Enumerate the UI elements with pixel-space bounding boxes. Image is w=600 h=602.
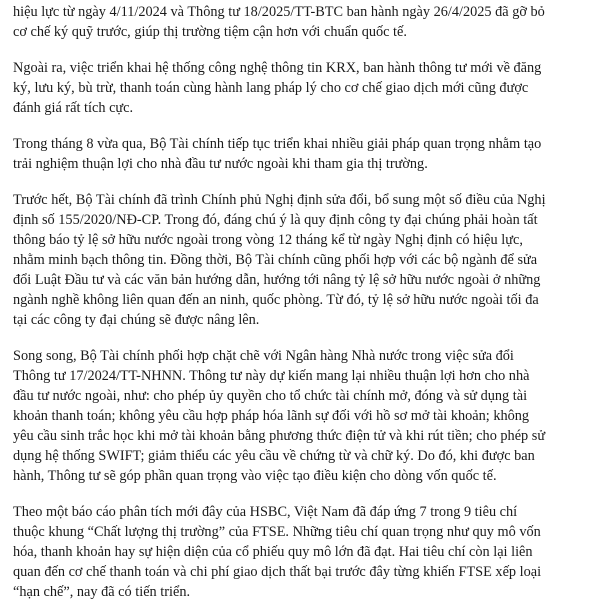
text-line: Thông tư 17/2024/TT-NHNN. Thông tư này dự kiến mang lại nhiều thuận lợi hơn cho nhà [13,368,530,384]
text-line: dụng hệ thống SWIFT; giảm thiểu các yêu cầu về chứng từ và chữ ký. Do đó, khi được ban [13,448,535,464]
text-line: Trong tháng 8 vừa qua, Bộ Tài chính tiếp tục triển khai nhiều giải pháp quan trọng nhằm tạo [13,136,542,152]
text-line: ký, lưu ký, bù trừ, thanh toán cùng hành lang pháp lý cho cơ chế giao dịch mới cũng được [13,80,529,96]
text-line: hóa, thanh khoản hay sự hiện diện của cổ phiếu quy mô lớn đã đạt. Hai tiêu chí còn lại liên [13,544,533,560]
text-line: Song song, Bộ Tài chính phối hợp chặt chẽ với Ngân hàng Nhà nước trong việc sửa đổi [13,348,514,364]
text-line: yêu cầu sinh trắc học khi mở tài khoản bằng phương thức điện tử và khi rút tiền; cho phép sử [13,428,546,444]
text-line: nhằm minh bạch thông tin. Đồng thời, Bộ Tài chính cũng phối hợp với các bộ ngành để sửa [13,252,538,268]
text-line: ngành nghề không liên quan đến an ninh, quốc phòng. Từ đó, tỷ lệ sở hữu nước ngoài tối đa [13,292,539,308]
text-line: quan đến cơ chế thanh toán và chi phí giao dịch thất bại trước đây từng khiến FTSE xếp loại [13,564,542,580]
text-line: khoản thanh toán; không yêu cầu hợp pháp hóa lãnh sự đối với hồ sơ mở tài khoản; không [13,408,530,424]
text-line: đầu tư nước ngoài, như: cho phép ủy quyền cho tổ chức tài chính mở, đóng và sử dụng tài [13,388,528,404]
text-line: Theo một báo cáo phân tích mới đây của HSBC, Việt Nam đã đáp ứng 7 trong 9 tiêu chí [13,504,518,520]
text-line: thông báo tỷ lệ sở hữu nước ngoài trong vòng 12 tháng kể từ ngày Nghị định có hiệu lực, [13,232,523,248]
text-line: đánh giá rất tích cực. [13,100,134,116]
text-line: “hạn chế”, nay đã có tiến triển. [13,584,191,600]
text-line: định số 155/2020/NĐ-CP. Trong đó, đáng chú ý là quy định công ty đại chúng phải hoàn tất [13,212,538,228]
text-line: hành, Thông tư sẽ góp phần quan trọng vào việc tạo điều kiện cho dòng vốn quốc tế. [13,468,497,484]
text-line: Ngoài ra, việc triển khai hệ thống công nghệ thông tin KRX, ban hành thông tư mới về đăng [13,60,542,76]
text-line: Trước hết, Bộ Tài chính đã trình Chính phủ Nghị định sửa đổi, bổ sung một số điều của Nghị [13,192,546,208]
text-line: thuộc khung “Chất lượng thị trường” của FTSE. Những tiêu chí quan trọng như quy mô vốn [13,524,541,540]
text-line: trải nghiệm thuận lợi cho nhà đầu tư nước ngoài khi tham gia thị trường. [13,156,428,172]
text-line: cơ chế ký quỹ trước, giúp thị trường tiệm cận hơn với chuẩn quốc tế. [13,24,407,40]
text-line: tại các công ty đại chúng sẽ được nâng lên. [13,312,260,328]
text-line: đổi Luật Đầu tư và các văn bản hướng dẫn, hướng tới nâng tỷ lệ sở hữu nước ngoài ở những [13,272,541,288]
text-line: hiệu lực từ ngày 4/11/2024 và Thông tư 18/2025/TT-BTC ban hành ngày 26/4/2025 đã gỡ bỏ [13,4,545,20]
